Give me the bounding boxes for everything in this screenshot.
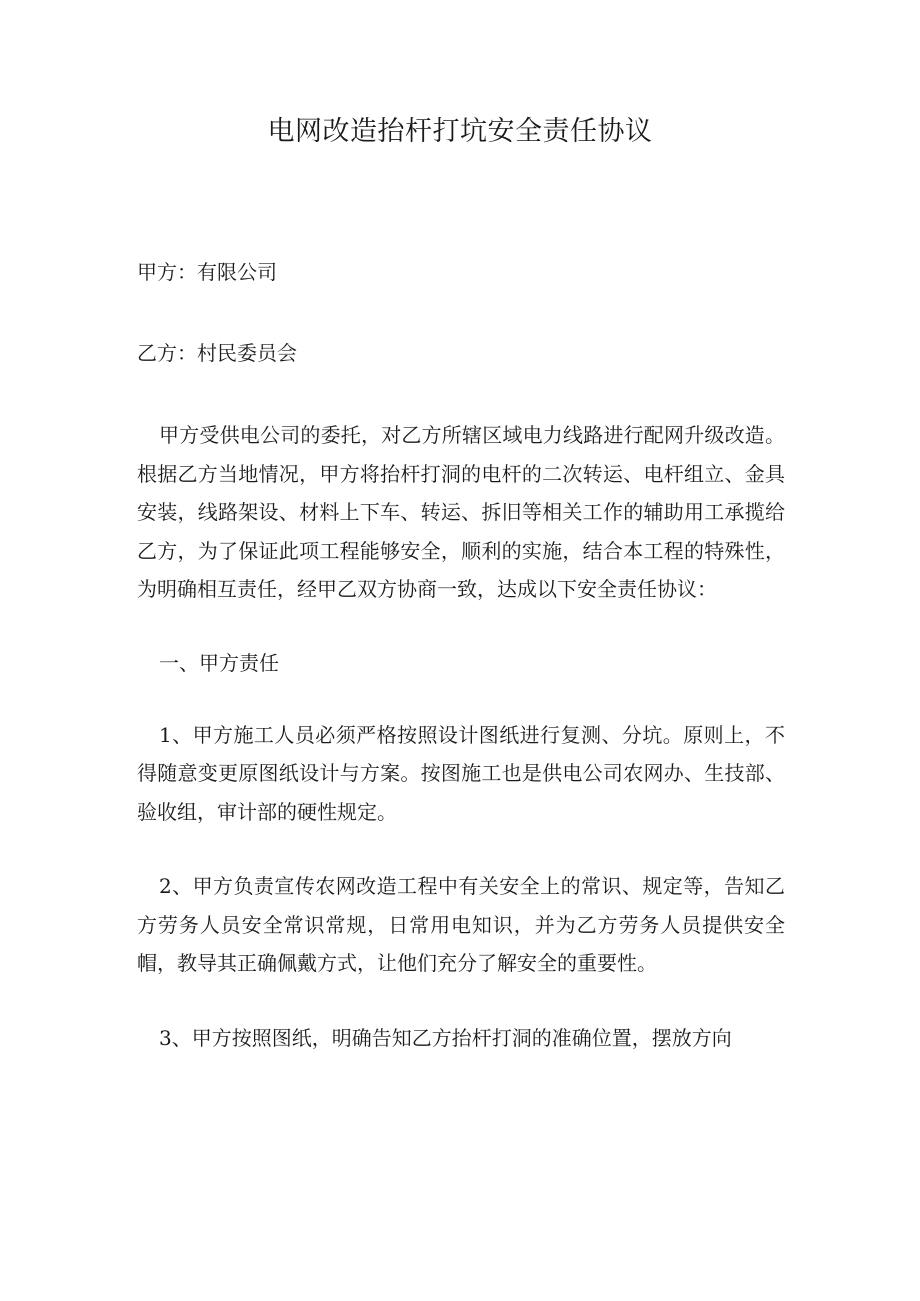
document-body bbox=[137, 254, 785, 1093]
clause-2: 2、甲方负责宣传农网改造工程中有关安全上的常识、规定等，告知乙方劳务人员安全常识常规，日常用电知识，并为乙方劳务人员提供安全帽，教导其正确佩戴方式，让他们充分了解安全的重要性。 bbox=[137, 874, 785, 975]
clause-1: 1、甲方施工人员必须严格按照设计图纸进行复测、分坑。原则上，不得随意变更原图纸设计与方案。按图施工也是供电公司农网办、生技部、验收组，审计部的硬性规定。 bbox=[137, 722, 785, 824]
section-heading-party-a: 一、甲方责任 bbox=[159, 650, 279, 675]
intro-paragraph: 甲方受供电公司的委托，对乙方所辖区域电力线路进行配网升级改造。根据乙方当地情况，甲方将抬杆打洞的电杆的二次转运、电杆组立、金具安装，线路架设、材料上下车、转运、拆旧等相关工作的辅助用工承揽给乙方，为了保证此项工程能够安全，顺利的实施，结合本工程的特殊性，为明确相互责任，经甲乙双方协商一致，达成以下安全责任协议： bbox=[137, 423, 785, 601]
party-a-line: 甲方：有限公司 bbox=[137, 260, 277, 284]
document-title: 电网改造抬杆打坑安全责任协议 bbox=[267, 116, 653, 147]
party-b-line: 乙方：村民委员会 bbox=[137, 341, 297, 365]
clause-3: 3、甲方按照图纸，明确告知乙方抬杆打洞的准确位置，摆放方向 bbox=[159, 1025, 732, 1050]
